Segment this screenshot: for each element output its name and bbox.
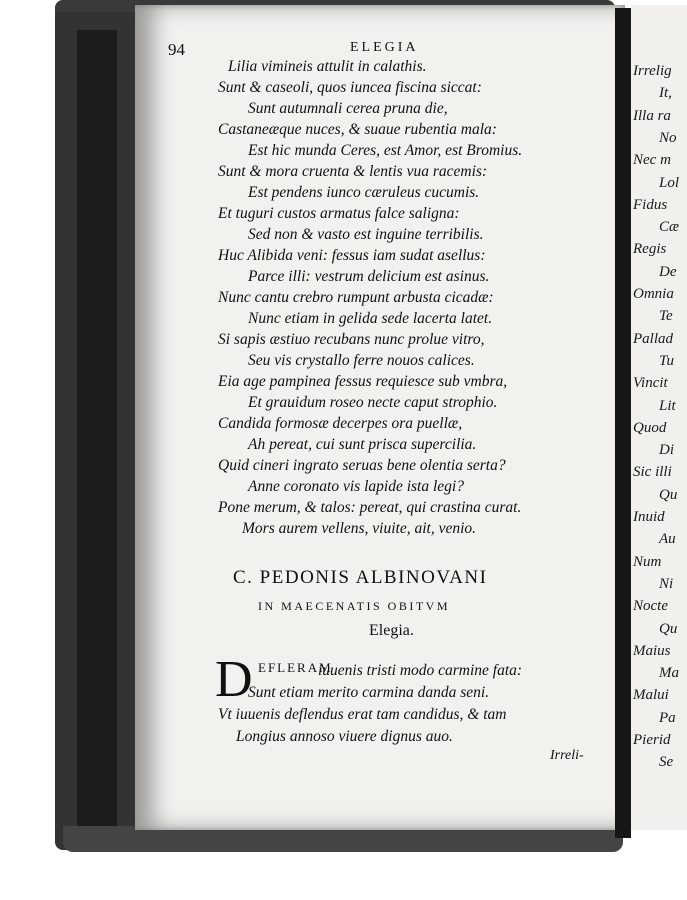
facing-page-fragment: Sic illi — [633, 464, 672, 481]
facing-page-fragment: Qu — [659, 620, 678, 637]
verse-line: Seu vis crystallo ferre nouos calices. — [248, 352, 475, 369]
facing-page-fragment: Ma — [659, 665, 679, 682]
verse-line: Nunc etiam in gelida sede lacerta latet. — [248, 310, 493, 327]
facing-page-fragment: Quod — [633, 419, 667, 436]
verse-line: Parce illi: vestrum delicium est asinus. — [248, 268, 490, 285]
opening-verse-line: Longius annoso viuere dignus auo. — [236, 728, 453, 745]
verse-line: Ah pereat, cui sunt prisca supercilia. — [248, 436, 477, 453]
verse-line: Lilia vimineis attulit in calathis. — [228, 58, 427, 75]
opening-small-caps: EFLERAM — [258, 660, 333, 675]
facing-page-fragment: Lol — [659, 174, 680, 191]
facing-page-fragment: Irrelig — [633, 63, 672, 79]
opening-verse-line: Sunt etiam merito carmina danda seni. — [248, 684, 490, 701]
facing-page-fragment: Tu — [659, 352, 675, 369]
facing-page-fragment: Ni — [659, 575, 674, 592]
facing-page-fragment: Malui — [633, 687, 669, 704]
facing-page-fragment: Illa ra — [633, 107, 671, 124]
verse-line: Est hic munda Ceres, est Amor, est Bromius. — [248, 142, 523, 159]
facing-page-fragment: Au — [659, 531, 676, 548]
facing-page-fragment: Lit — [659, 397, 676, 414]
verse-line: Mors aurem vellens, viuite, ait, venio. — [242, 520, 477, 537]
verse-line: Est pendens iunco cæruleus cucumis. — [248, 184, 480, 201]
facing-page-fragment: Regis — [633, 241, 667, 258]
section-genre: Elegia. — [369, 622, 414, 639]
facing-page-fragment: Num — [633, 553, 662, 570]
verse-line: Pone merum, & talos: pereat, qui crastina curat. — [218, 499, 522, 516]
facing-page-fragment: Inuid — [633, 509, 665, 525]
verse-line: Sed non & vasto est inguine terribilis. — [248, 226, 484, 243]
section-subtitle: IN MAECENATIS OBITVM — [258, 599, 450, 613]
book-gutter — [615, 8, 631, 838]
running-title: ELEGIA — [350, 40, 419, 55]
facing-page-fragment: Se — [659, 754, 674, 771]
verse-line: Sunt & mora cruenta & lentis vua racemis: — [218, 163, 488, 180]
facing-page-fragment: Nec m — [633, 152, 671, 169]
facing-page-fragment: Maius — [633, 642, 671, 659]
facing-page — [631, 5, 687, 830]
verse-line: Castaneæque nuces, & suaue rubentia mala: — [218, 121, 497, 138]
verse-line: Sunt autumnali cerea pruna die, — [248, 100, 448, 117]
verse-line: Nunc cantu crebro rumpunt arbusta cicadæ: — [218, 289, 494, 306]
verse-line: Si sapis æstiuo recubans nunc prolue vitro, — [218, 331, 485, 348]
facing-page-fragment: Vincit — [633, 375, 668, 392]
verse-line: Quid cineri ingrato seruas bene olentia serta? — [218, 457, 506, 474]
verse-line: Et grauidum roseo necte caput strophio. — [248, 394, 498, 411]
facing-page-fragment: Te — [659, 308, 673, 325]
facing-page-fragment: Pallad — [633, 330, 673, 347]
facing-page-fragment: Fidus — [633, 196, 668, 213]
catchword: Irreli- — [550, 748, 584, 763]
facing-page-fragment: It, — [659, 85, 672, 102]
drop-cap: D — [215, 651, 253, 708]
facing-page-fragment: Di — [659, 442, 674, 459]
page-number: 94 — [168, 40, 185, 59]
verse-line: Huc Alibida veni: fessus iam sudat asellus: — [218, 247, 486, 264]
facing-page-fragment: Pa — [659, 709, 676, 726]
verse-line: Sunt & caseoli, quos iuncea fiscina siccat: — [218, 79, 482, 96]
facing-page-fragment: Nocte — [633, 598, 668, 615]
opening-verse-line: Vt iuuenis deflendus erat tam candidus, & tam — [218, 706, 507, 723]
verse-line: Eia age pampinea fessus requiesce sub vmbra, — [218, 373, 508, 390]
verse-line: Anne coronato vis lapide ista legi? — [248, 478, 464, 495]
facing-page-fragment: Qu — [659, 486, 678, 503]
verse-line: Et tuguri custos armatus falce saligna: — [218, 205, 460, 222]
section-author-title: C. PEDONIS ALBINOVANI — [233, 567, 488, 588]
opening-verse-line: iuuenis tristi modo carmine fata: — [318, 662, 523, 679]
facing-page-fragment: De — [659, 263, 677, 280]
book-spine-edge — [77, 30, 117, 845]
facing-page-fragment: Cæ — [659, 219, 680, 236]
facing-page-fragment: No — [659, 129, 677, 146]
verse-line: Candida formosæ decerpes ora puellæ, — [218, 415, 463, 432]
facing-page-fragment: Omnia — [633, 286, 674, 302]
facing-page-fragment: Pierid — [633, 732, 671, 748]
